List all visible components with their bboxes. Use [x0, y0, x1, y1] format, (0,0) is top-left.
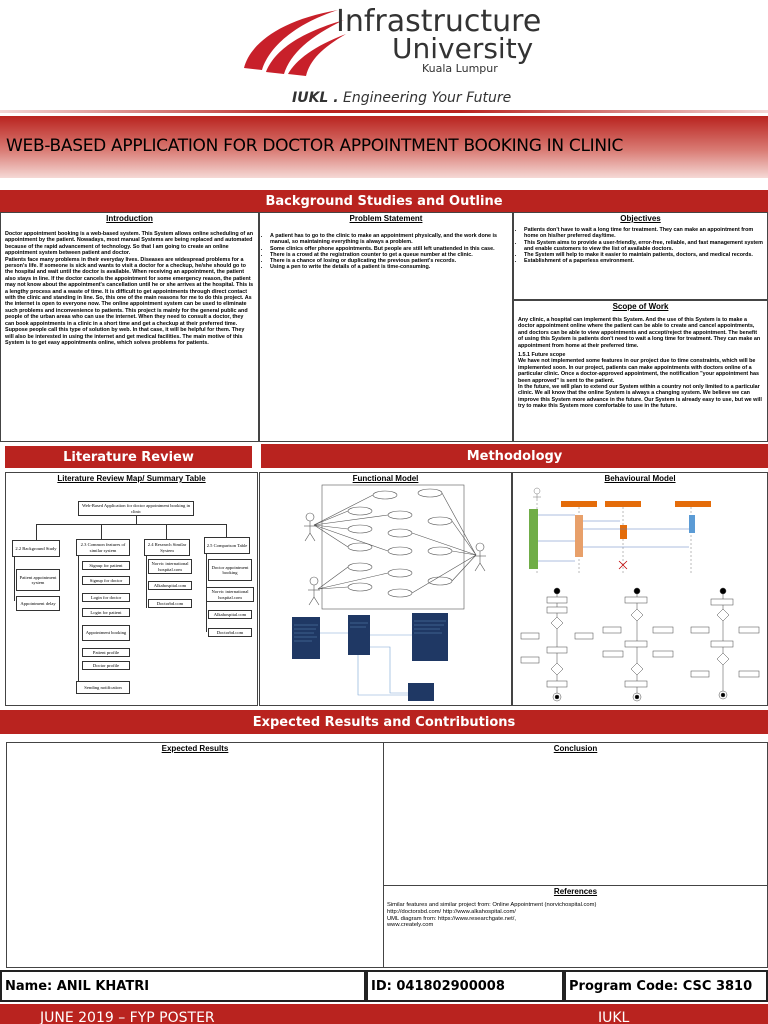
tagline [292, 90, 511, 106]
university-name-line2: University [392, 32, 534, 65]
map-node: Signup for doctor [82, 576, 130, 585]
map-node: Doctorbd.com [148, 599, 192, 608]
references-panel [383, 885, 768, 968]
scope-panel [513, 300, 768, 442]
literature-map-panel [5, 472, 258, 706]
map-node: Patient profile [82, 648, 130, 657]
bottom-red-strip [0, 1004, 768, 1024]
tagline-text: Engineering Your Future [338, 90, 512, 106]
map-node: Appointment booking [82, 625, 130, 641]
map-connector [136, 516, 137, 524]
objectives-heading: Objectives [620, 214, 661, 223]
expected-results-panel [6, 742, 384, 968]
map-node: Appointment delay [16, 596, 60, 611]
map-node: Doctorbd.com [208, 628, 252, 637]
map-node: Alkahospital.com [208, 610, 252, 619]
section-background-bar [0, 190, 768, 212]
objective-item: • The System will help to make it easier to maintain patients, doctors, and medical records. [524, 252, 763, 258]
conclusion-panel [383, 742, 768, 886]
reference-item: www.creately.com [387, 922, 434, 929]
references-heading: References [553, 887, 598, 896]
introduction-panel [0, 212, 259, 442]
map-node: Sending notification [76, 681, 130, 694]
literature-map-heading: Literature Review Map/ Summary Table [57, 474, 206, 483]
map-connector [146, 556, 147, 608]
header-divider [0, 110, 768, 113]
map-node: 2.4 Research Similar System [144, 539, 190, 556]
scope-heading: Scope of Work [612, 302, 669, 311]
conclusion-heading: Conclusion [553, 744, 598, 753]
problem-item: • Using a pen to write the details of a patient is time-consuming. [270, 264, 508, 270]
map-connector [36, 524, 37, 540]
map-node: 2.3 Common features of similar system [76, 539, 130, 556]
program-code: Program Code: CSC 3810 [564, 970, 768, 1002]
footer-brand: IUKL [598, 1010, 630, 1024]
map-node: Patient appointment system [16, 569, 60, 591]
section-expected-title: Expected Results and Contributions [252, 714, 516, 730]
objectives-panel [513, 212, 768, 300]
problem-statement-panel [259, 212, 513, 442]
map-root-node: Web-Based Application for doctor appointment booking in clinic [78, 501, 194, 516]
objective-item: • Establishment of a paperless environment. [524, 258, 763, 264]
use-case-diagram [300, 481, 490, 613]
future-scope-text: We have not implemented some features in our project due to time constraints, which will be implemented soon. In our project, patients can make appointments with doctors online of a particular clinic. Once a doctor-approved appointment, the notification "your appointment has been approved" is sent to the patient. In the future, we will plan to extend our System within a country not only limited to a particular clinic. We all know that the online System is always a changing system. We believe we can improve this System more advance in the future. Our System is already easy to use, but we will try to make this System more comfortable to use in the future. [518, 358, 762, 410]
poster-date: JUNE 2019 – FYP POSTER [40, 1010, 215, 1024]
map-connector [78, 556, 79, 690]
map-connector [36, 524, 226, 525]
scope-text: Any clinic, a hospital can implement this System. And the use of this System is to make a doctor appointment online where the patient can be able to create and cancel appointments, and doctors can be able to view appointments and accept/reject the appointment. The benefit of using this System is patients don't need to wait a long time for treatment. They can make an appointment from home at their preferred time. [518, 317, 761, 349]
literature-map-diagram [6, 473, 258, 706]
map-node: Doctor appointment booking [208, 559, 252, 581]
map-node: Signup for patient [82, 561, 130, 570]
map-node: Alkahospital.com [148, 581, 192, 590]
reference-item: UML diagram from: https://www.researchgate.net/, [387, 915, 516, 922]
problem-item: • A patient has to go to the clinic to make an appointment physically, and the work done is manual, so maintaining everything is always a problem. [270, 233, 508, 246]
map-connector [14, 557, 15, 601]
introduction-text: Doctor appointment booking is a web-based system. This System allows online scheduling of an appointment by the patient. Nowadays, most manual Systems are being replaced and automated because of the rapid advancement of technology. So that I am going to create an online appointment system between patient and doctor. Patients face many problems in their everyday lives. Diseases are widespread problems for a person's life. If someone is sick and wants to visit a doctor for a checkup, he/she should go to the hospital and wait until the doctor is available. When receiving an appointment, the patient also stays in line. If the doctor cancels the appointment for some emergency reason, the patient may not know about the appointment's cancellation until he or she arrives at the hospital. This is a lengthy process and a waste of time. It is difficult to get appointments through direct contact with the clinic and standing in line. So, this one of the main reasons for me to do this project. As the internet is open to everyone now. The online appointment system can be used to eliminate such problems and inconvenience to patients. This project is mainly for the general public and people of the urban areas who can use the internet. When they need to consult a doctor, they can book appointments in a clinic in a short time and get a checkup at their preferred time. Suppose people call this type of solution by web. In that case, it will be helpful for them. They will also be interested in using the internet and get medical facilities. The main motive of this System is to get easy appointments online, which solves problems for patients. [5, 231, 254, 346]
section-literature-bar [5, 446, 252, 468]
university-logo-swoosh [240, 6, 350, 78]
map-node: Norvic international hospital.com [206, 587, 254, 602]
map-connector [101, 524, 102, 539]
map-node: Doctor profile [82, 661, 130, 670]
problem-statement-heading: Problem Statement [349, 214, 423, 223]
problem-item: • There is a chance of losing or duplicating the previous patient's records. [270, 258, 508, 264]
section-methodology-title: Methodology [466, 448, 563, 464]
header [0, 0, 768, 156]
poster-title: WEB-BASED APPLICATION FOR DOCTOR APPOINTMENT BOOKING IN CLINIC [6, 136, 624, 156]
tagline-brand: IUKL . [292, 90, 339, 106]
reference-item: Similar features and similar project from: Online Appointment (norvichospital.com) [387, 902, 597, 908]
introduction-heading: Introduction [106, 214, 153, 223]
expected-results-heading: Expected Results [161, 744, 229, 753]
class-diagram [290, 613, 450, 705]
functional-model-panel [259, 472, 512, 706]
objective-item: • This System aims to provide a user-friendly, error-free, reliable, and fast management system and enable customers to view the list of available doctors. [524, 240, 763, 253]
objective-item: • Patients don't have to wait a long time for treatment. They can make an appointment from home on his/her preferred day/time. [524, 227, 763, 240]
map-node: Login for doctor [82, 593, 130, 602]
student-name: Name: ANIL KHATRI [0, 970, 366, 1002]
map-node: Login for patient [82, 608, 130, 617]
problem-item: • Some clinics offer phone appointments. But people are still left unattended in this case. [270, 246, 508, 252]
problem-list [260, 233, 512, 271]
map-connector [226, 524, 227, 537]
map-node: 2.5 Comparison Table [204, 537, 250, 554]
section-background-title: Background Studies and Outline [265, 193, 503, 209]
section-expected-bar [0, 710, 768, 734]
university-name-line1: Infrastructure [336, 4, 542, 39]
map-connector [166, 524, 167, 539]
section-methodology-bar [261, 444, 768, 468]
behavioural-model-panel [512, 472, 768, 706]
functional-model-heading: Functional Model [352, 474, 419, 483]
university-location: Kuala Lumpur [422, 62, 498, 75]
section-literature-title: Literature Review [63, 449, 194, 465]
future-scope-title: 1.5.1 Future scope [518, 352, 566, 359]
student-id: ID: 041802900008 [366, 970, 564, 1002]
activity-diagrams [517, 585, 765, 705]
map-node: Norvic international hospital.com [148, 559, 192, 574]
references-list [384, 896, 767, 929]
map-node: 2.2 Background Study [12, 540, 60, 557]
problem-item: • There is a crowd at the registration counter to get a queue number at the clinic. [270, 252, 508, 258]
objectives-list [514, 227, 767, 265]
behavioural-model-heading: Behavioural Model [604, 474, 676, 483]
reference-item: http://doctorsbd.com/ http://www.alkahospital.com/ [387, 908, 516, 915]
sequence-diagram [517, 485, 765, 577]
